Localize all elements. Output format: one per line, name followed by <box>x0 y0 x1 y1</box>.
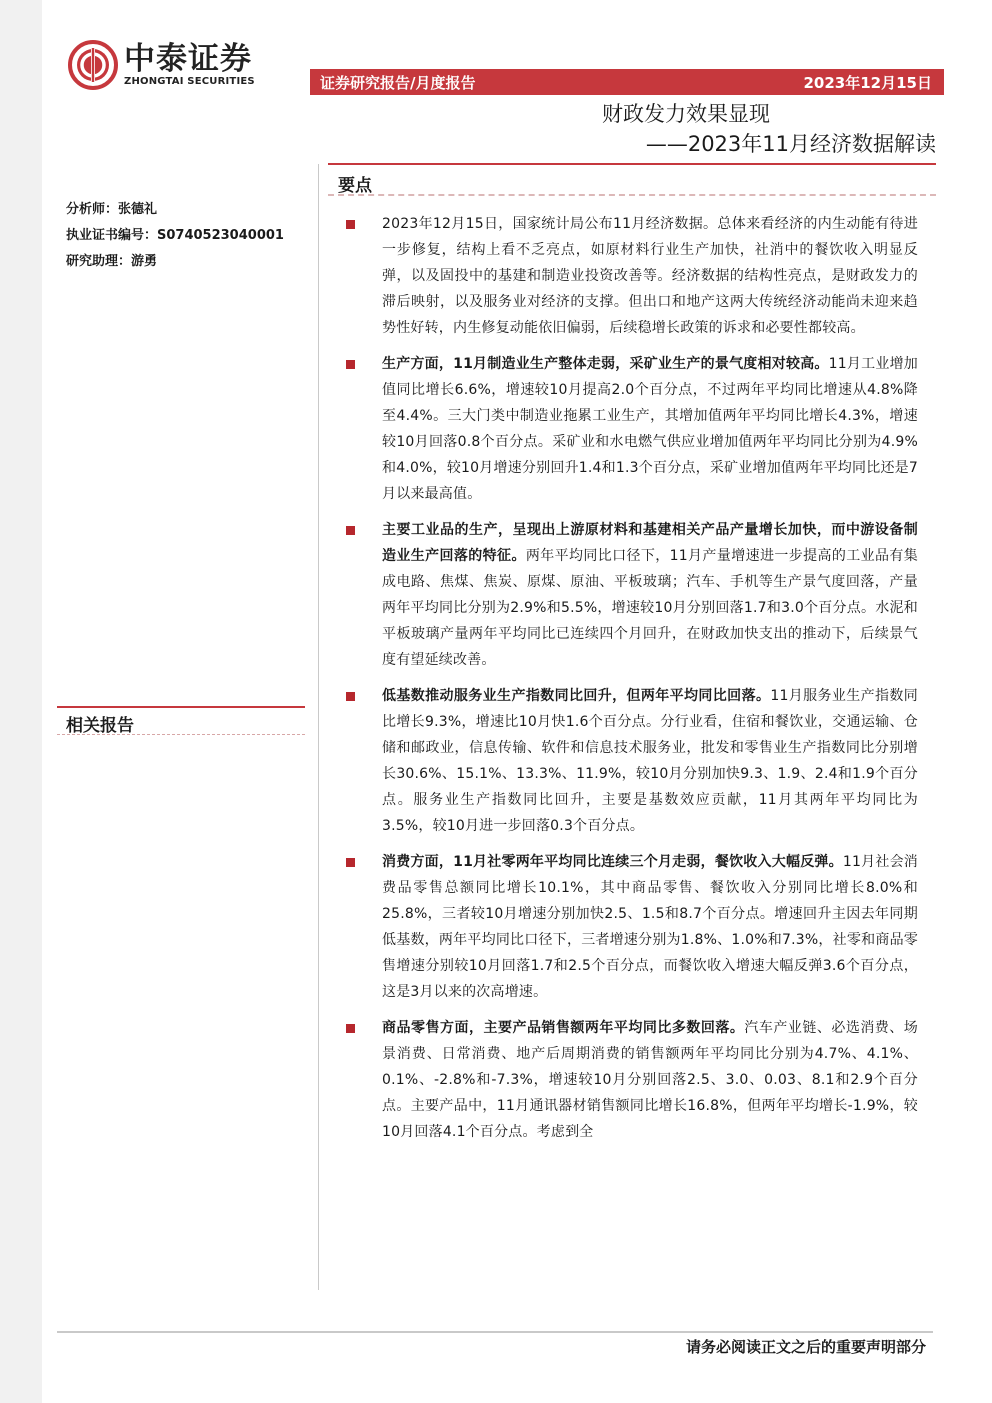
related-reports-underline <box>57 734 305 736</box>
report-date: 2023年12月15日 <box>803 73 932 92</box>
bullet-square-icon <box>346 1024 355 1033</box>
summary-item <box>346 849 918 1005</box>
related-reports-title: 相关报告 <box>66 716 134 736</box>
logo-name-en: ZHONGTAI SECURITIES <box>124 76 255 87</box>
left-margin-strip <box>0 0 42 1403</box>
bullet-square-icon <box>346 526 355 535</box>
summary-item <box>346 1015 918 1145</box>
summary-paragraph: 主要工业品的生产，呈现出上游原材料和基建相关产品产量增长加快，而中游设备制造业生产回落的特征。两年平均同比口径下，11月产量增速进一步提高的工业品有集成电路、焦煤、焦炭、原煤、原油、平板玻璃；汽车、手机等生产景气度回落，产量两年平均同比分别为2.9%和5.5%，增速较10月分别回落1.7和3.0个百分点。水泥和平板玻璃产量两年平均同比已连续四个月回升，在财政加快支出的推动下，后续景气度有望延续改善。 <box>382 522 918 668</box>
summary-paragraph: 低基数推动服务业生产指数同比回升，但两年平均同比回落。11月服务业生产指数同比增长9.3%，增速比10月快1.6个百分点。分行业看，住宿和餐饮业，交通运输、仓储和邮政业，信息传输、软件和信息技术服务业，批发和零售业生产指数同比分别增长30.6%、15.1%、13.3%、11.9%，较10月分别加快9.3、1.9、2.4和1.9个百分点。服务业生产指数同比回升，主要是基数效应贡献，11月其两年平均同比为3.5%，较10月进一步回落0.3个百分点。 <box>382 688 919 834</box>
summary-paragraph: 消费方面，11月社零两年平均同比连续三个月走弱，餐饮收入大幅反弹。11月社会消费品零售总额同比增长10.1%，其中商品零售、餐饮收入分别同比增长8.0%和25.8%，三者较10月增速分别加快2.5、1.5和8.7个百分点。增速回升主因去年同期低基数，两年平均同比口径下，三者增速分别为1.8%、1.0%和7.3%，社零和商品零售增速分别较10月回落1.7和2.5个百分点，而餐饮收入增速大幅反弹3.6个百分点，这是3月以来的次高增速。 <box>382 854 918 1000</box>
footer-disclaimer-note: 请务必阅读正文之后的重要声明部分 <box>685 1338 926 1356</box>
report-title: 财政发力效果显现 <box>602 102 770 126</box>
analyst-cert: 执业证书编号：S0740523040001 <box>66 228 284 243</box>
research-assistant: 研究助理：游勇 <box>66 254 158 269</box>
analyst-info <box>66 197 284 275</box>
analyst-name: 分析师：张德礼 <box>66 202 158 217</box>
summary-paragraph: 2023年12月15日，国家统计局公布11月经济数据。总体来看经济的内生动能有待进一步修复，结构上看不乏亮点，如原材料行业生产加快，社消中的餐饮收入明显反弹，以及固投中的基建和制造业投资改善等。经济数据的结构性亮点，是财政发力的滞后映射，以及服务业对经济的支撑。但出口和地产这两大传统经济动能尚未迎来趋势性好转，内生修复动能依旧偏弱，后续稳增长政策的诉求和必要性都较高。 <box>382 216 918 336</box>
zhongtai-logo-icon <box>68 40 118 90</box>
summary-top-rule <box>328 163 936 165</box>
summary-paragraph: 生产方面，11月制造业生产整体走弱，采矿业生产的景气度相对较高。11月工业增加值同比增长6.6%，增速较10月提高2.0个百分点，不过两年平均同比增速从4.8%降至4.4%。三大门类中制造业拖累工业生产，其增加值两年平均同比增长4.3%，增速较10月回落0.8个百分点。采矿业和水电燃气供应业增加值两年平均同比分别为4.9%和4.0%，较10月增速分别回升1.4和1.3个百分点，采矿业增加值两年平均同比还是7月以来最高值。 <box>382 356 918 502</box>
logo-name-cn: 中泰证券 <box>124 41 252 77</box>
bullet-square-icon <box>346 360 355 369</box>
summary-item <box>346 351 918 507</box>
company-logo <box>68 40 255 90</box>
bullet-square-icon <box>346 692 355 701</box>
footer-rule <box>57 1331 933 1333</box>
summary-item <box>346 683 918 839</box>
column-divider <box>318 164 319 1290</box>
summary-title: 要点 <box>338 176 372 196</box>
summary-paragraph: 商品零售方面，主要产品销售额两年平均同比多数回落。汽车产业链、必选消费、场景消费、日常消费、地产后周期消费的销售额两年平均同比分别为4.7%、4.1%、0.1%、-2.8%和-7.3%，增速较10月分别回落2.5、3.0、0.03、8.1和2.9个百分点。主要产品中，11月通讯器材销售额同比增长16.8%，但两年平均增长-1.9%，较10月回落4.1个百分点。考虑到全 <box>382 1020 918 1140</box>
report-subtitle: ——2023年11月经济数据解读 <box>645 132 936 156</box>
summary-item <box>346 211 918 341</box>
report-category: 证券研究报告/月度报告 <box>320 73 476 92</box>
summary-list <box>346 211 918 1155</box>
summary-item <box>346 517 918 673</box>
bullet-square-icon <box>346 220 355 229</box>
bullet-square-icon <box>346 858 355 867</box>
related-reports-rule <box>57 706 305 708</box>
summary-underline <box>328 194 936 196</box>
report-header-bar <box>310 69 944 95</box>
